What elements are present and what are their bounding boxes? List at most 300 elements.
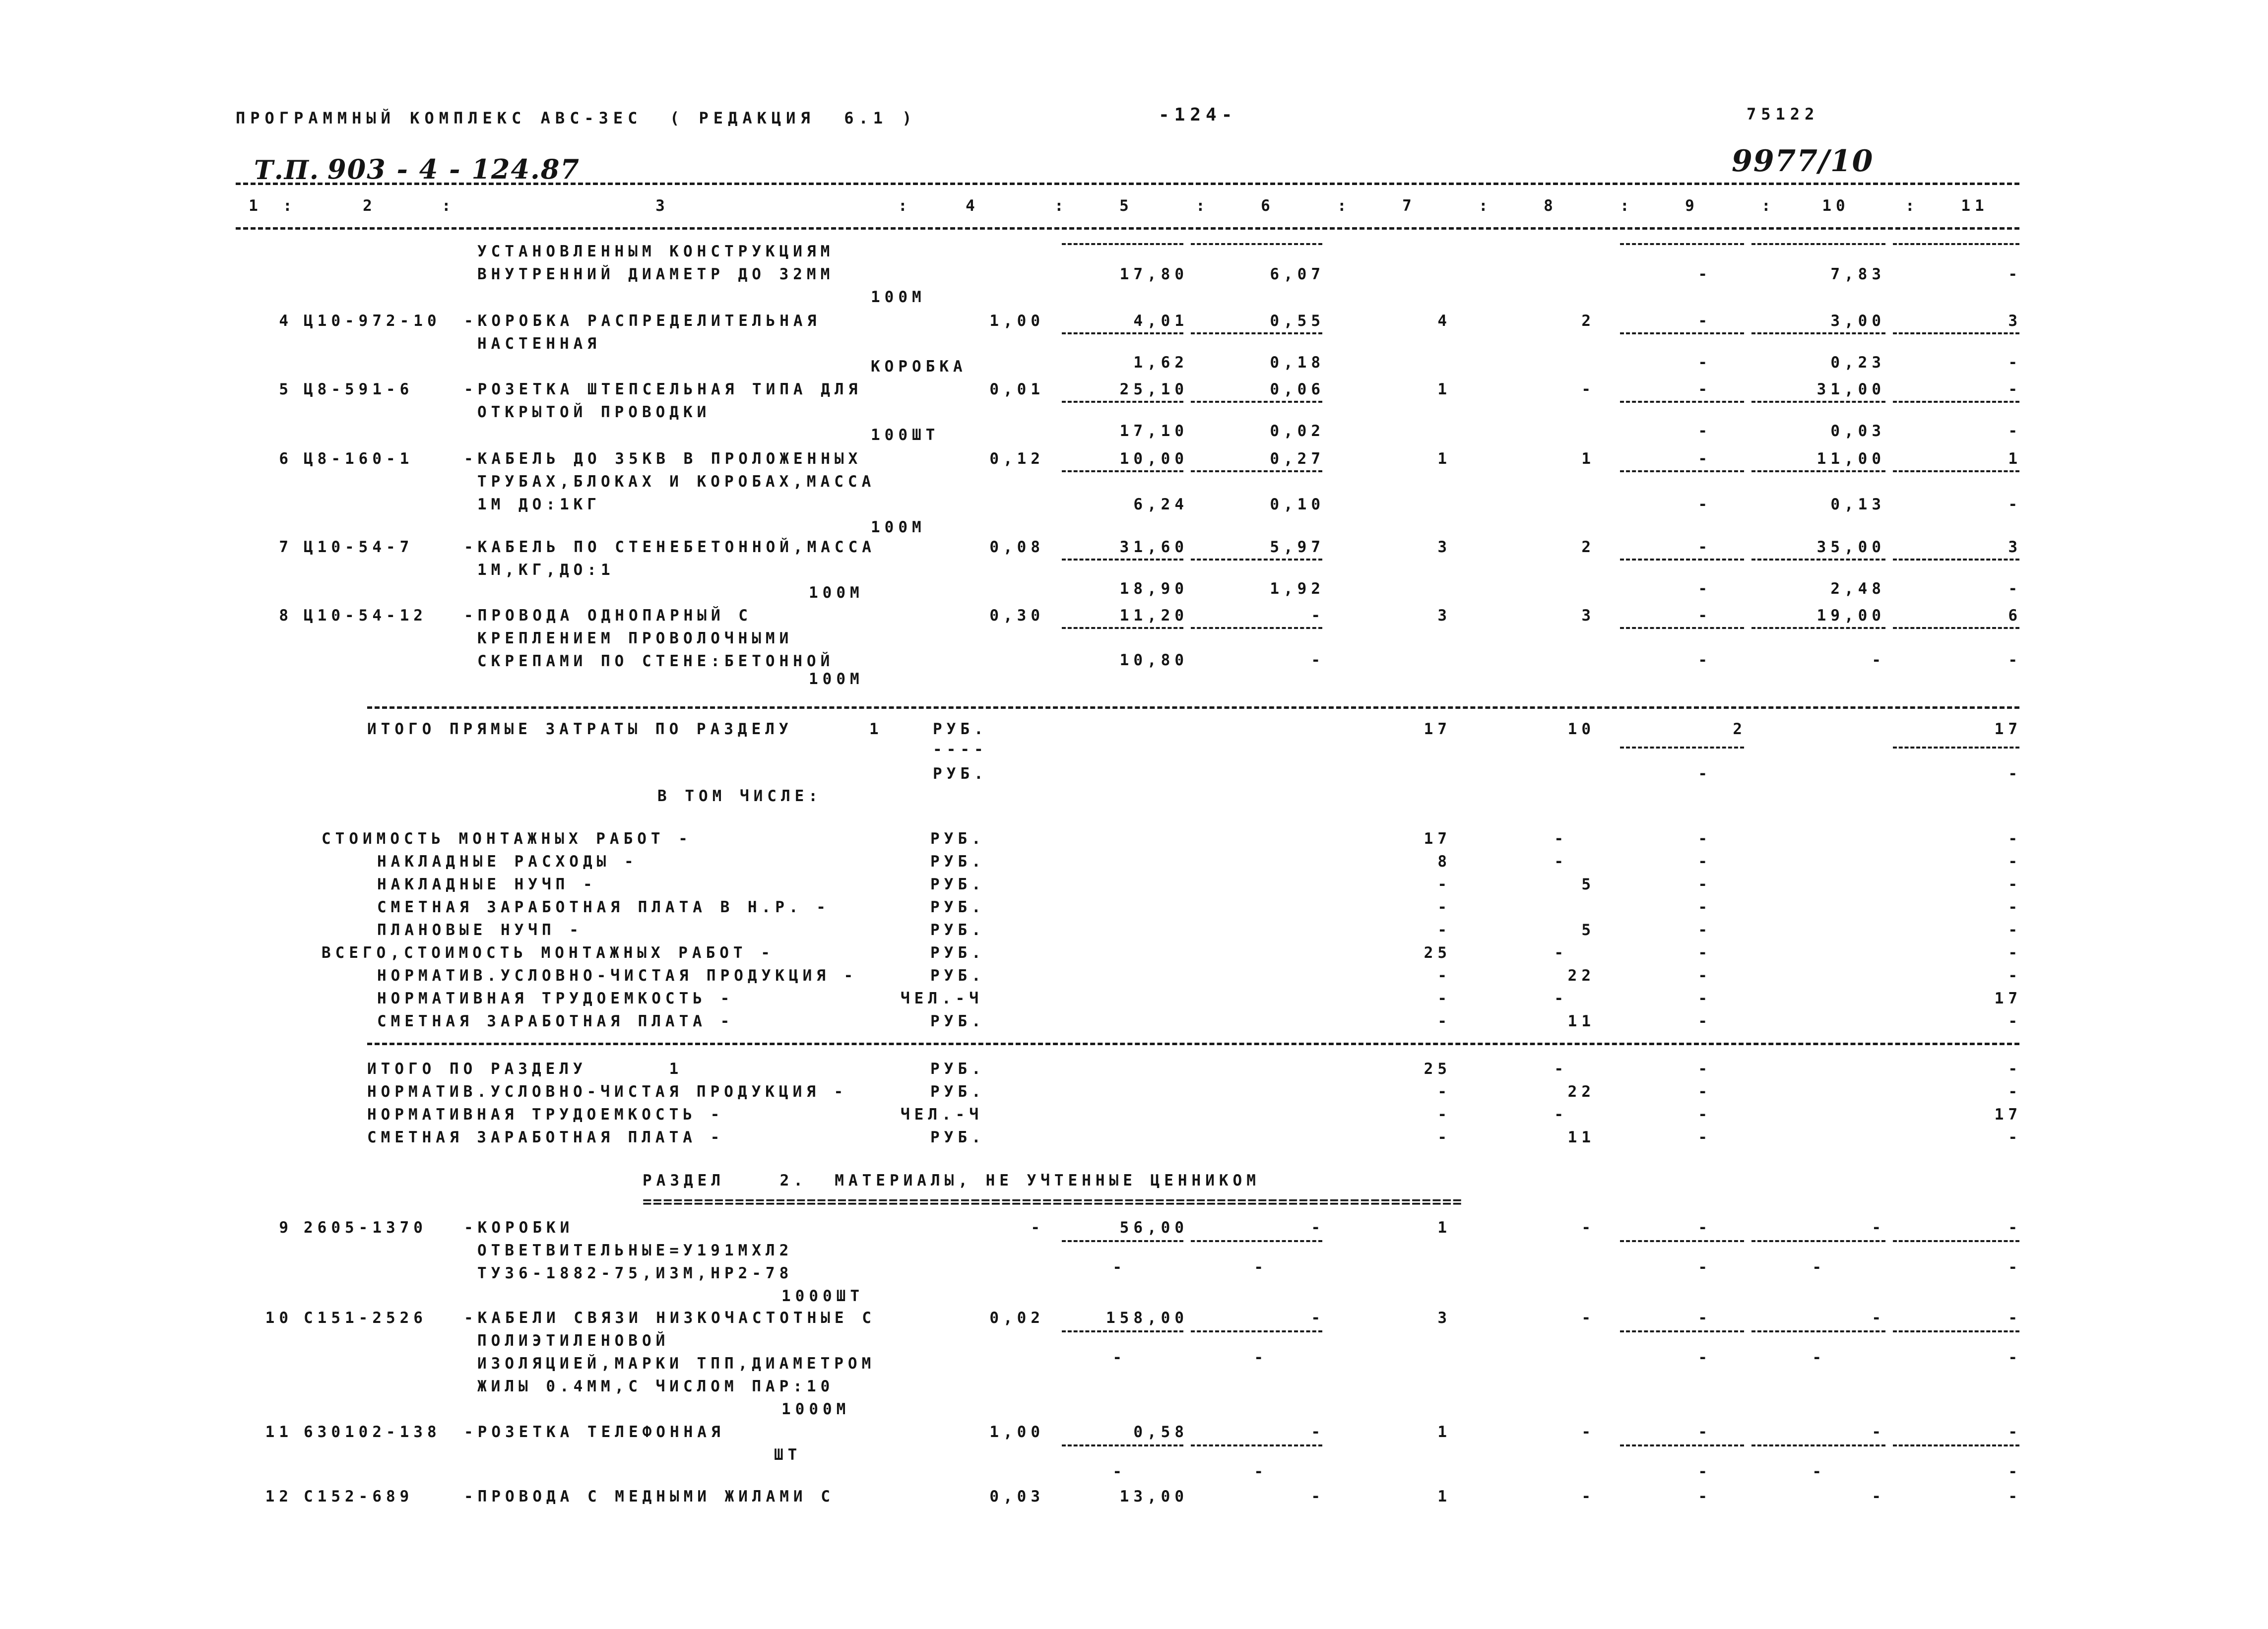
row-description-line: СКРЕПАМИ ПО СТЕНЕ:БЕТОННОЙ [477, 652, 835, 670]
row-description-line: -ПРОВОДА С МЕДНЫМИ ЖИЛАМИ С [464, 1488, 835, 1505]
row-value-c8: - [1581, 380, 1595, 398]
row-sub-value-c5: - [1112, 1349, 1126, 1367]
sub-rule-c5 [1062, 1330, 1183, 1332]
section-total-unit: РУБ. [930, 1083, 985, 1101]
row-unit: 100М [809, 584, 864, 602]
row-description-line: ИЗОЛЯЦИЕЙ,МАРКИ ТПП,ДИАМЕТРОМ [477, 1355, 876, 1373]
row-sub-value-c10: 0,23 [1830, 354, 1885, 372]
row-code: 630102-138 [304, 1423, 441, 1441]
row-value-c8: - [1581, 1219, 1595, 1237]
row-code: Ц10-972-10 [304, 312, 441, 330]
row-value-c11: - [2008, 380, 2022, 398]
row-number: 5 [279, 380, 293, 398]
breakdown-c7: 8 [1437, 853, 1451, 871]
column-separator: : [898, 197, 912, 215]
sub-rule-c11 [1893, 1240, 2019, 1242]
row-sub-value-c11: - [2008, 1463, 2022, 1481]
row-sub-value-c9: - [1698, 651, 1712, 669]
row-value-c10: 31,00 [1816, 380, 1885, 398]
breakdown-c8: - [1554, 853, 1568, 871]
row-value-c5: 4,01 [1133, 312, 1188, 330]
section2-title-underline: ================================================================================ [643, 1193, 1463, 1211]
total-value-c8: 10 [1567, 720, 1595, 738]
row-value-c9: - [1698, 607, 1712, 625]
breakdown-c11: 17 [1994, 990, 2022, 1007]
sub-rule-c6 [1191, 1240, 1322, 1242]
row-quantity: 0,02 [989, 1309, 1044, 1327]
row-sub-value-c10: 0,03 [1830, 422, 1885, 440]
column-separator: : [1479, 197, 1492, 215]
row-sub-value-c11: - [2008, 354, 2022, 372]
sub-rule-c10 [1751, 401, 1885, 403]
breakdown-c8: 5 [1581, 921, 1595, 939]
row-unit: 100ШТ [871, 426, 940, 444]
row-value-c6: - [1311, 607, 1325, 625]
breakdown-c9: - [1698, 1012, 1712, 1030]
breakdown-c11: - [2008, 898, 2022, 916]
breakdown-label: СМЕТНАЯ ЗАРАБОТНАЯ ПЛАТА В Н.Р. - [377, 898, 830, 916]
row-description-line: 1М ДО:1КГ [477, 496, 601, 513]
section-total-c7: - [1437, 1106, 1451, 1124]
row-sub-value-c10: - [1812, 1463, 1826, 1481]
breakdown-label: ВСЕГО,СТОИМОСТЬ МОНТАЖНЫХ РАБОТ - [322, 944, 775, 962]
sub-rule-c9 [1620, 1444, 1744, 1446]
sub-rule-c6 [1191, 470, 1322, 472]
row-sub-value-c5: - [1112, 1258, 1126, 1276]
row-number: 12 [265, 1488, 293, 1505]
row-quantity: 0,08 [989, 538, 1044, 556]
column-number-8: 8 [1544, 197, 1557, 215]
section-total-c8: 22 [1567, 1083, 1595, 1101]
row-description-line: -РОЗЕТКА ШТЕПСЕЛЬНАЯ ТИПА ДЛЯ [464, 380, 862, 398]
row-value-c6: 5,97 [1270, 538, 1325, 556]
sub-rule-c10 [1751, 332, 1885, 334]
row-value-c8: - [1581, 1423, 1595, 1441]
row-number: 11 [265, 1423, 293, 1441]
column-separator: : [1761, 197, 1775, 215]
section-total-unit: РУБ. [930, 1060, 985, 1078]
row-quantity: 0,30 [989, 607, 1044, 625]
row-value-c9: - [1698, 538, 1712, 556]
row-value-c10: - [1872, 1423, 1885, 1441]
row-code: Ц8-591-6 [304, 380, 414, 398]
in-that-number-label: В ТОМ ЧИСЛЕ: [657, 787, 822, 805]
row-sub-value-c6: - [1254, 1349, 1268, 1367]
sub-rule-c5 [1062, 401, 1183, 403]
total-value-c7: 17 [1424, 720, 1451, 738]
row-value-c6: 0,06 [1270, 380, 1325, 398]
breakdown-label: ПЛАНОВЫЕ НУЧП - [377, 921, 583, 939]
program-title: ПРОГРАММНЫЙ КОМПЛЕКС АВС-ЗЕС [236, 109, 643, 127]
breakdown-c7: 25 [1424, 944, 1451, 962]
row-sub-value-c6: 0,18 [1270, 354, 1325, 372]
row-value-c10: 19,00 [1816, 607, 1885, 625]
column-number-1: 1 [249, 197, 262, 215]
sub-rule-c10 [1751, 559, 1885, 561]
column-separator: : [1196, 197, 1210, 215]
row-code: С151-2526 [304, 1309, 427, 1327]
breakdown-c9: - [1698, 921, 1712, 939]
sub-rule-c6 [1191, 1330, 1322, 1332]
edition-label: ( РЕДАКЦИЯ 6.1 ) [670, 109, 917, 127]
row-value-c7: 1 [1437, 450, 1451, 468]
total-value-c9: 2 [1733, 720, 1747, 738]
row-value-c9: - [1698, 380, 1712, 398]
row-value-c8: 2 [1581, 538, 1595, 556]
sub-rule-c9 [1620, 470, 1744, 472]
sub-rule-c11 [1893, 747, 2019, 749]
row-value-c7: 1 [1437, 1488, 1451, 1505]
sub-rule-c6 [1191, 1444, 1322, 1446]
row-unit: КОРОБКА [871, 358, 967, 376]
sub-rule-c9 [1620, 243, 1744, 245]
row-value-c10: 11,00 [1816, 450, 1885, 468]
breakdown-label: СТОИМОСТЬ МОНТАЖНЫХ РАБОТ - [322, 830, 692, 848]
section1-end-rule [367, 706, 2019, 709]
row-value-c5: 10,00 [1119, 450, 1188, 468]
row-value-c5: 158,00 [1106, 1309, 1188, 1327]
sub-rule-c5 [1062, 559, 1183, 561]
row-value-c5: 0,58 [1133, 1423, 1188, 1441]
row-value-c5: 31,60 [1119, 538, 1188, 556]
column-separator: : [1337, 197, 1351, 215]
row-value-c8: - [1581, 1488, 1595, 1505]
row-code: Ц8-160-1 [304, 450, 414, 468]
section-total-c11: - [2008, 1083, 2022, 1101]
row-description-line: -КОРОБКИ [464, 1219, 574, 1237]
breakdown-c9: - [1698, 944, 1712, 962]
sub-rule-c11 [1893, 1330, 2019, 1332]
sub-rule-c5 [1062, 332, 1183, 334]
sub-rule-c11 [1893, 243, 2019, 245]
row-sub-value-c5: 10,80 [1119, 651, 1188, 669]
section-total-c8: 11 [1567, 1128, 1595, 1146]
sub-rule-c5 [1062, 1444, 1183, 1446]
sub-rule-c9 [1620, 559, 1744, 561]
section-total-label: СМЕТНАЯ ЗАРАБОТНАЯ ПЛАТА - [367, 1128, 724, 1146]
row-number: 4 [279, 312, 293, 330]
row-description-line: -КАБЕЛЬ ПО СТЕНЕБЕТОННОЙ,МАССА [464, 538, 876, 556]
breakdown-unit: ЧЕЛ.-Ч [901, 990, 983, 1007]
tp-label: Т.П. [254, 155, 320, 186]
row-value-c11: - [2008, 1488, 2022, 1505]
row-value-c11: 6 [2008, 607, 2022, 625]
row-value-c6: - [1311, 1219, 1325, 1237]
row-description-line: -КАБЕЛЬ ДО 35КВ В ПРОЛОЖЕННЫХ [464, 450, 862, 468]
row-value-c6: 6,07 [1270, 265, 1325, 283]
breakdown-label: СМЕТНАЯ ЗАРАБОТНАЯ ПЛАТА - [377, 1012, 734, 1030]
row-sub-value-c11: - [2008, 1258, 2022, 1276]
row-value-c8: 3 [1581, 607, 1595, 625]
row-unit: 100М [871, 518, 926, 536]
section-total-c7: 25 [1424, 1060, 1451, 1078]
breakdown-c7: 17 [1424, 830, 1451, 848]
breakdown-c8: 11 [1567, 1012, 1595, 1030]
row-sub-value-c10: - [1812, 1258, 1826, 1276]
row-sub-value-c6: - [1254, 1463, 1268, 1481]
breakdown-unit: РУБ. [930, 830, 985, 848]
row-value-c10: - [1872, 1219, 1885, 1237]
sub-rule-c10 [1751, 627, 1885, 629]
row-sub-value-c9: - [1698, 1349, 1712, 1367]
section-total-unit: РУБ. [930, 1128, 985, 1146]
row-description-line: ВНУТРЕННИЙ ДИАМЕТР ДО 32ММ [477, 265, 835, 283]
row-number: 10 [265, 1309, 293, 1327]
sub-rule-c10 [1751, 470, 1885, 472]
sub-rule-c10 [1751, 243, 1885, 245]
column-number-11: 11 [1961, 197, 1989, 215]
row-value-c5: 11,20 [1119, 607, 1188, 625]
row-value-c11: - [2008, 1309, 2022, 1327]
row-value-c9: - [1698, 312, 1712, 330]
sub-rule-c11 [1893, 627, 2019, 629]
sub-rule-c9 [1620, 332, 1744, 334]
breakdown-unit: РУБ. [930, 1012, 985, 1030]
row-value-c7: 3 [1437, 1309, 1451, 1327]
row-value-c10: 7,83 [1830, 265, 1885, 283]
row-value-c6: 0,27 [1270, 450, 1325, 468]
row-value-c9: - [1698, 450, 1712, 468]
direct-costs-label: ИТОГО ПРЯМЫЕ ЗАТРАТЫ ПО РАЗДЕЛУ [367, 720, 793, 738]
row-sub-value-c10: - [1812, 1349, 1826, 1367]
row-value-c5: 17,80 [1119, 265, 1188, 283]
breakdown-c11: - [2008, 944, 2022, 962]
row-quantity: - [1031, 1219, 1044, 1237]
row-value-c8: - [1581, 1309, 1595, 1327]
column-number-4: 4 [966, 197, 979, 215]
row-sub-value-c10: 0,13 [1830, 496, 1885, 513]
row-sub-value-c6: 1,92 [1270, 580, 1325, 598]
row-sub-value-c11: - [2008, 651, 2022, 669]
sub-rule-c6 [1191, 559, 1322, 561]
column-separator: : [283, 197, 297, 215]
sub-rule-c11 [1893, 401, 2019, 403]
sub-rule-c5 [1062, 1240, 1183, 1242]
row-value-c10: - [1872, 1309, 1885, 1327]
row-value-c9: - [1698, 1423, 1712, 1441]
header-top-rule [236, 183, 2019, 185]
column-number-6: 6 [1261, 197, 1275, 215]
column-separator: : [442, 197, 455, 215]
row-sub-value-c6: - [1254, 1258, 1268, 1276]
row-value-c7: 4 [1437, 312, 1451, 330]
breakdown-c8: 22 [1567, 967, 1595, 985]
tp-number: 903 - 4 - 124.87 [327, 153, 580, 185]
breakdown-c9: - [1698, 990, 1712, 1007]
row-sub-value-c5: 1,62 [1133, 354, 1188, 372]
sub-rule-c9 [1620, 1330, 1744, 1332]
row-value-c11: - [2008, 265, 2022, 283]
row-sub-value-c9: - [1698, 1258, 1712, 1276]
doc-code: 75122 [1747, 105, 1819, 124]
sub-rule-c11 [1893, 1444, 2019, 1446]
row-sub-value-c6: 0,10 [1270, 496, 1325, 513]
row-sub-value-c9: - [1698, 496, 1712, 513]
row-unit: 100М [809, 670, 864, 688]
currency-dash: ---- [933, 741, 988, 758]
row-unit: ШТ [774, 1446, 802, 1464]
breakdown-unit: РУБ. [930, 944, 985, 962]
row-value-c6: - [1311, 1423, 1325, 1441]
row-sub-value-c9: - [1698, 354, 1712, 372]
row-value-c9: - [1698, 1309, 1712, 1327]
currency-label: РУБ. [933, 765, 988, 783]
breakdown-c8: - [1554, 944, 1568, 962]
section2-title: РАЗДЕЛ 2. МАТЕРИАЛЫ, НЕ УЧТЕННЫЕ ЦЕННИКОМ [643, 1172, 1260, 1190]
row-description-line: ЖИЛЫ 0.4ММ,С ЧИСЛОМ ПАР:10 [477, 1378, 835, 1395]
row-description-line: -КАБЕЛИ СВЯЗИ НИЗКОЧАСТОТНЫЕ С [464, 1309, 876, 1327]
breakdown-c7: - [1437, 898, 1451, 916]
row-sub-value-c11: - [2008, 1349, 2022, 1367]
breakdown-c11: - [2008, 921, 2022, 939]
row-value-c9: - [1698, 1219, 1712, 1237]
sub-rule-c10 [1751, 1240, 1885, 1242]
row-unit: 100М [871, 288, 926, 306]
sub-rule-c5 [1062, 627, 1183, 629]
row-sub-value-c5: 18,90 [1119, 580, 1188, 598]
row-value-c6: - [1311, 1488, 1325, 1505]
section-total-c8: - [1554, 1060, 1568, 1078]
row-description-line: НАСТЕННАЯ [477, 335, 601, 353]
section-total-c9: - [1698, 1106, 1712, 1124]
sub-rule-c5 [1062, 243, 1183, 245]
row-sub-value-c9: - [1698, 422, 1712, 440]
breakdown-c9: - [1698, 830, 1712, 848]
sub-rule-c10 [1751, 1330, 1885, 1332]
breakdown-end-rule [367, 1043, 2019, 1045]
row-unit: 1000ШТ [781, 1287, 864, 1305]
breakdown-label: НАКЛАДНЫЕ РАСХОДЫ - [377, 853, 638, 871]
breakdown-c7: - [1437, 921, 1451, 939]
row-number: 9 [279, 1219, 293, 1237]
header-bottom-rule [236, 227, 2019, 230]
row-sub-value-c11: - [2008, 422, 2022, 440]
row-value-c8: 2 [1581, 312, 1595, 330]
breakdown-label: НАКЛАДНЫЕ НУЧП - [377, 876, 597, 893]
row-description-line: ОТВЕТВИТЕЛЬНЫЕ=У191МХЛ2 [477, 1242, 793, 1259]
breakdown-c8: 5 [1581, 876, 1595, 893]
breakdown-unit: РУБ. [930, 967, 985, 985]
breakdown-c9: - [1698, 853, 1712, 871]
row-quantity: 0,12 [989, 450, 1044, 468]
breakdown-c8: - [1554, 990, 1568, 1007]
row-number: 7 [279, 538, 293, 556]
row-description-line: ТУ36-1882-75,ИЗМ,НР2-78 [477, 1264, 793, 1282]
row-sub-value-c6: 0,02 [1270, 422, 1325, 440]
row-number: 6 [279, 450, 293, 468]
total-value-c11: 17 [1994, 720, 2022, 738]
sub-rule-c6 [1191, 243, 1322, 245]
section-total-label: НОРМАТИВНАЯ ТРУДОЕМКОСТЬ - [367, 1106, 724, 1124]
sub-rule-c10 [1751, 1444, 1885, 1446]
row-description-line: ТРУБАХ,БЛОКАХ И КОРОБАХ,МАССА [477, 473, 876, 491]
row-quantity: 1,00 [989, 1423, 1044, 1441]
breakdown-unit: РУБ. [930, 898, 985, 916]
column-number-5: 5 [1119, 197, 1133, 215]
row-value-c7: 1 [1437, 380, 1451, 398]
sub-rule-c11 [1893, 559, 2019, 561]
column-number-7: 7 [1402, 197, 1416, 215]
sub-rule-c6 [1191, 401, 1322, 403]
row-code: Ц10-54-12 [304, 607, 427, 625]
row-code: С152-689 [304, 1488, 414, 1505]
section-total-c9: - [1698, 1060, 1712, 1078]
row-value-c5: 13,00 [1119, 1488, 1188, 1505]
row-description-line: -ПРОВОДА ОДНОПАРНЫЙ С [464, 607, 752, 625]
breakdown-c11: - [2008, 967, 2022, 985]
sub-rule-c6 [1191, 332, 1322, 334]
row-description-line: КРЕПЛЕНИЕМ ПРОВОЛОЧНЫМИ [477, 629, 793, 647]
section-total-c9: - [1698, 1083, 1712, 1101]
breakdown-c11: - [2008, 830, 2022, 848]
row-value-c11: - [2008, 1423, 2022, 1441]
row-description-line: ПОЛИЭТИЛЕНОВОЙ [477, 1332, 670, 1350]
breakdown-c9: - [1698, 967, 1712, 985]
total-rub-c9: - [1698, 765, 1712, 783]
column-number-10: 10 [1822, 197, 1850, 215]
section-total-c8: - [1554, 1106, 1568, 1124]
row-sub-value-c11: - [2008, 496, 2022, 513]
row-value-c7: 1 [1437, 1423, 1451, 1441]
row-value-c10: - [1872, 1488, 1885, 1505]
breakdown-c11: - [2008, 1012, 2022, 1030]
row-quantity: 0,03 [989, 1488, 1044, 1505]
row-value-c6: 0,55 [1270, 312, 1325, 330]
breakdown-unit: РУБ. [930, 876, 985, 893]
row-value-c11: 3 [2008, 538, 2022, 556]
sub-rule-c11 [1893, 332, 2019, 334]
row-number: 8 [279, 607, 293, 625]
row-description-line: -КОРОБКА РАСПРЕДЕЛИТЕЛЬНАЯ [464, 312, 821, 330]
row-value-c5: 56,00 [1119, 1219, 1188, 1237]
row-code: 2605-1370 [304, 1219, 427, 1237]
row-sub-value-c5: 6,24 [1133, 496, 1188, 513]
section-total-label: НОРМАТИВ.УСЛОВНО-ЧИСТАЯ ПРОДУКЦИЯ - [367, 1083, 848, 1101]
sub-rule-c9 [1620, 1240, 1744, 1242]
breakdown-unit: РУБ. [930, 853, 985, 871]
column-separator: : [1054, 197, 1068, 215]
row-sub-value-c10: - [1872, 651, 1885, 669]
column-separator: : [1905, 197, 1919, 215]
row-description-line: ОТКРЫТОЙ ПРОВОДКИ [477, 403, 711, 421]
breakdown-c7: - [1437, 1012, 1451, 1030]
section-total-unit: ЧЕЛ.-Ч [901, 1106, 983, 1124]
section-total-c11: - [2008, 1128, 2022, 1146]
breakdown-c11: - [2008, 876, 2022, 893]
row-unit: 1000М [781, 1400, 850, 1418]
page-number: -124- [1159, 105, 1237, 125]
total-rub-c11: - [2008, 765, 2022, 783]
row-value-c9: - [1698, 265, 1712, 283]
row-sub-value-c5: - [1112, 1463, 1126, 1481]
row-sub-value-c6: - [1311, 651, 1325, 669]
sub-rule-c5 [1062, 470, 1183, 472]
row-value-c10: 3,00 [1830, 312, 1885, 330]
section-total-c9: - [1698, 1128, 1712, 1146]
row-sub-value-c5: 17,10 [1119, 422, 1188, 440]
row-description-line: -РОЗЕТКА ТЕЛЕФОННАЯ [464, 1423, 725, 1441]
sub-rule-c11 [1893, 470, 2019, 472]
row-value-c6: - [1311, 1309, 1325, 1327]
section-total-label: ИТОГО ПО РАЗДЕЛУ 1 [367, 1060, 683, 1078]
column-number-2: 2 [363, 197, 377, 215]
breakdown-c9: - [1698, 876, 1712, 893]
row-quantity: 1,00 [989, 312, 1044, 330]
row-sub-value-c10: 2,48 [1830, 580, 1885, 598]
breakdown-label: НОРМАТИВНАЯ ТРУДОЕМКОСТЬ - [377, 990, 734, 1007]
breakdown-c7: - [1437, 876, 1451, 893]
row-quantity: 0,01 [989, 380, 1044, 398]
